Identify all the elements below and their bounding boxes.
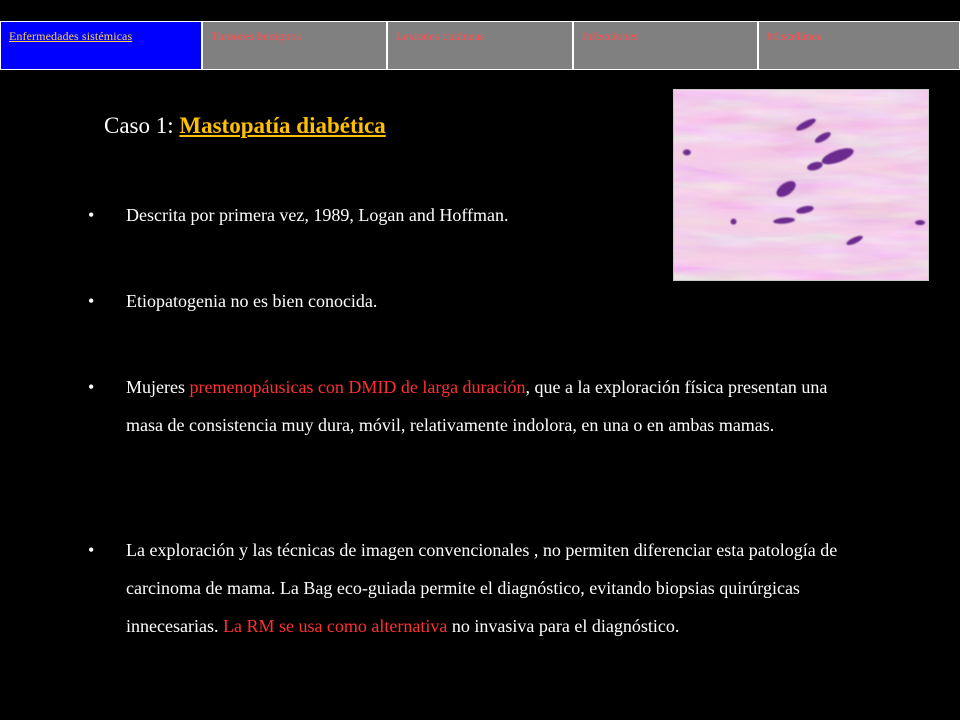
page-title bbox=[104, 113, 386, 139]
bullet-marker: • bbox=[88, 205, 95, 225]
bullet-text-part: no invasiva para el diagnóstico. bbox=[447, 616, 680, 636]
bullet-item-4 bbox=[88, 531, 848, 645]
highlighted-text: La RM se usa como alternativa bbox=[222, 616, 448, 636]
tab-enfermedades-sistemicas[interactable]: Enfermedades sistémicas bbox=[1, 22, 203, 69]
bullet-text bbox=[126, 368, 848, 444]
highlighted-text: premenopáusicas con DMID de larga duración bbox=[189, 377, 526, 397]
bullet-text: Descrita por primera vez, 1989, Logan and Hoffman. bbox=[126, 205, 509, 225]
bullet-marker: • bbox=[88, 291, 95, 311]
tab-miscelanea[interactable]: Miscelánea bbox=[767, 29, 823, 43]
tab-lesiones-cutaneas[interactable]: Lesiones cutáneas bbox=[388, 22, 574, 69]
tab-tumores-benignos[interactable]: Tumores benignos bbox=[203, 22, 388, 69]
title-link[interactable]: Mastopatía diabética bbox=[179, 113, 386, 138]
bullet-text-part: Mujeres bbox=[126, 377, 190, 397]
bullet-item-2 bbox=[88, 282, 848, 320]
bullet-text: Etiopatogenia no es bien conocida. bbox=[126, 291, 378, 311]
bullet-marker: • bbox=[88, 377, 95, 397]
bullet-item-1 bbox=[88, 196, 848, 234]
top-nav-bar bbox=[0, 21, 960, 70]
title-prefix: Caso 1: bbox=[104, 113, 180, 138]
bullet-text bbox=[126, 531, 848, 645]
bullet-text-part: La exploración y las técnicas de imagen convencionales , no permiten diferenciar esta patología de carcinoma de mama. La Bag eco-guiada permite el diagnóstico, evitando biopsias quirúrgicas innecesarias. bbox=[126, 540, 838, 636]
histology-micrograph-image bbox=[673, 89, 929, 281]
bullet-text-part: , que a la exploración física presentan una masa de consistencia muy dura, móvil, relativamente indolora, en una o en ambas mamas. bbox=[126, 377, 828, 435]
tab-infecciones[interactable]: Infecciones bbox=[574, 22, 759, 69]
bullet-marker: • bbox=[88, 540, 95, 560]
bullet-item-3 bbox=[88, 368, 848, 444]
